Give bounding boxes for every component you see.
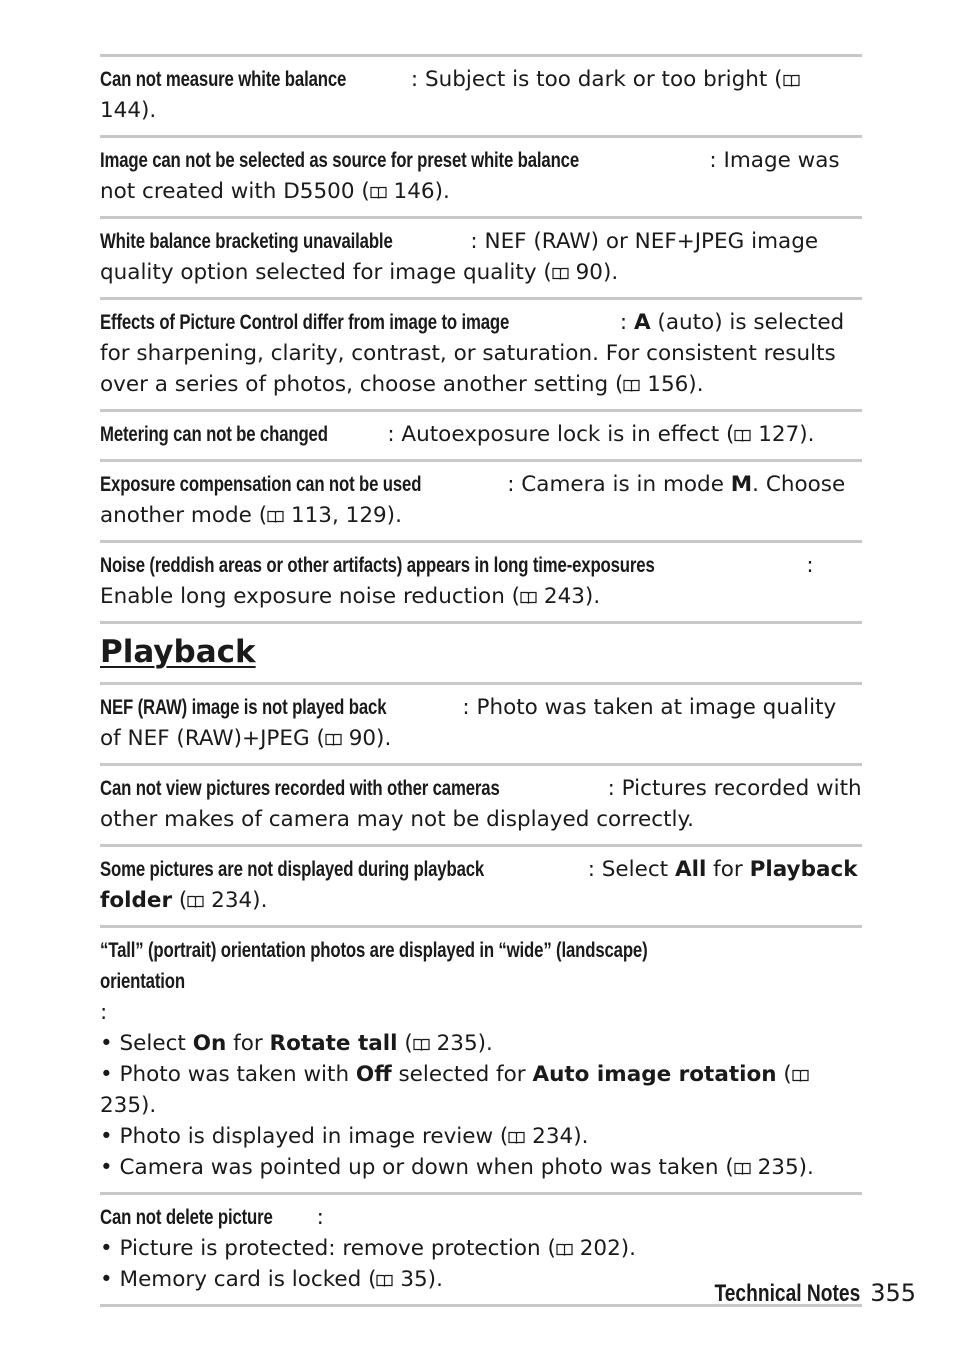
book-reference-icon xyxy=(325,733,342,746)
book-reference-icon xyxy=(623,379,640,392)
entry-text: Camera was pointed up or down when photo was taken ( xyxy=(119,1155,734,1180)
bullet-item xyxy=(100,1121,862,1152)
entry-text: : xyxy=(619,310,634,335)
troubleshooting-entry xyxy=(100,459,862,540)
entry-text: ( xyxy=(776,1062,792,1087)
entry-paragraph xyxy=(100,1202,862,1233)
entry-term: Can not delete picture xyxy=(100,1205,273,1229)
book-reference-icon xyxy=(552,267,569,280)
entry-text: for xyxy=(706,857,750,882)
entry-text: 113, 129). xyxy=(284,503,402,528)
page-number: 355 xyxy=(870,1279,916,1307)
bold-setting-name: On xyxy=(192,1031,227,1056)
entry-text: 156). xyxy=(640,372,704,397)
entry-text: Memory card is locked ( xyxy=(119,1267,377,1292)
book-reference-icon xyxy=(508,1131,525,1144)
entry-text: Photo was taken with xyxy=(119,1062,356,1087)
troubleshooting-entry xyxy=(100,297,862,409)
bullet-item xyxy=(100,1028,862,1059)
troubleshooting-entry xyxy=(100,216,862,297)
troubleshooting-entry xyxy=(100,54,862,135)
entry-text: Picture is protected: remove protection ( xyxy=(119,1236,556,1261)
entry-term: Effects of Picture Control differ from image to image xyxy=(100,310,510,334)
troubleshooting-entry xyxy=(100,409,862,459)
bold-setting-name: Off xyxy=(355,1062,392,1087)
bullet-item xyxy=(100,1152,862,1183)
entry-term: Can not view pictures recorded with other cameras xyxy=(100,776,500,800)
entry-paragraph xyxy=(100,145,862,207)
section-heading: Playback xyxy=(100,634,256,670)
troubleshooting-entry xyxy=(100,763,862,844)
bold-setting-name: M xyxy=(730,472,753,497)
entry-text: ( xyxy=(172,888,188,913)
entry-text: 234). xyxy=(204,888,268,913)
troubleshooting-entry xyxy=(100,682,862,763)
entry-text: 235). xyxy=(100,1093,157,1118)
entry-text: Photo is displayed in image review ( xyxy=(119,1124,509,1149)
book-reference-icon xyxy=(267,510,284,523)
troubleshooting-entry xyxy=(100,540,862,621)
entry-text: 243). xyxy=(537,584,601,609)
bold-setting-name: Auto image rotation xyxy=(532,1062,777,1087)
entry-term: White balance bracketing unavailable xyxy=(100,229,393,253)
entry-text: : Subject is too dark or too bright ( xyxy=(410,67,783,92)
book-reference-icon xyxy=(370,186,387,199)
page-footer xyxy=(708,1277,916,1310)
entry-paragraph xyxy=(100,854,862,916)
entry-text: : NEF (RAW) or NEF+JPEG image quality option selected for image quality ( xyxy=(100,229,819,285)
bold-setting-name: Playback folder xyxy=(100,857,858,913)
entry-text: 35). xyxy=(393,1267,443,1292)
entry-term: Noise (reddish areas or other artifacts) appears in long time-exposures xyxy=(100,553,655,577)
book-reference-icon xyxy=(520,591,537,604)
bullet-list xyxy=(100,1028,862,1183)
entry-text: : Image was not created with D5500 ( xyxy=(100,148,840,204)
entry-text: 202). xyxy=(572,1236,636,1261)
bullet-item xyxy=(100,1059,862,1121)
entry-term: Exposure compensation can not be used xyxy=(100,472,422,496)
entry-text: 90). xyxy=(341,726,392,751)
entry-paragraph xyxy=(100,419,862,450)
book-reference-icon xyxy=(556,1243,573,1256)
entry-text: : Select xyxy=(587,857,675,882)
book-reference-icon xyxy=(187,895,204,908)
entry-term: “Tall” (portrait) orientation photos are displayed in “wide” (landscape) orientation xyxy=(100,938,648,993)
troubleshooting-entry xyxy=(100,925,862,1192)
entry-text: : Camera is in mode xyxy=(507,472,731,497)
entry-text: 90). xyxy=(568,260,619,285)
entry-text: 144). xyxy=(100,98,157,123)
book-reference-icon xyxy=(792,1069,809,1082)
bold-setting-name: All xyxy=(674,857,707,882)
entry-text: ( xyxy=(397,1031,413,1056)
entry-text: : xyxy=(100,1000,108,1025)
page-content xyxy=(100,54,862,1307)
book-reference-icon xyxy=(734,429,751,442)
entry-text: : Pictures recorded with other makes of camera may not be displayed correctly. xyxy=(100,776,862,832)
book-reference-icon xyxy=(783,74,800,87)
entry-text: 235). xyxy=(429,1031,493,1056)
entry-text: . Choose another mode ( xyxy=(100,472,846,528)
troubleshooting-entry xyxy=(100,844,862,925)
entry-text: : Autoexposure lock is in effect ( xyxy=(387,422,735,447)
bullet-item xyxy=(100,1233,862,1264)
bold-setting-name: A xyxy=(633,310,651,335)
entry-term: Can not measure white balance xyxy=(100,67,347,91)
entry-paragraph xyxy=(100,550,862,612)
entry-text: : Enable long exposure noise reduction ( xyxy=(100,553,814,609)
entry-paragraph xyxy=(100,469,862,531)
entry-paragraph xyxy=(100,773,862,835)
entry-text: 146). xyxy=(386,179,450,204)
entry-text: 234). xyxy=(525,1124,589,1149)
entry-paragraph xyxy=(100,307,862,400)
entry-term: Some pictures are not displayed during playback xyxy=(100,857,485,881)
book-reference-icon xyxy=(413,1038,430,1051)
entry-text: Select xyxy=(119,1031,193,1056)
entry-text: : xyxy=(316,1205,324,1230)
section-heading-block xyxy=(100,621,862,682)
entry-term: NEF (RAW) image is not played back xyxy=(100,695,387,719)
entry-paragraph xyxy=(100,64,862,126)
book-reference-icon xyxy=(376,1274,393,1287)
entry-text: selected for xyxy=(391,1062,533,1087)
entry-paragraph xyxy=(100,935,862,1028)
book-reference-icon xyxy=(734,1162,751,1175)
playback-troubleshooting-list xyxy=(100,682,862,1307)
entry-term: Metering can not be changed xyxy=(100,422,328,446)
entry-text: 127). xyxy=(751,422,815,447)
troubleshooting-entry xyxy=(100,135,862,216)
entry-text: : Photo was taken at image quality of NEF (RAW)+JPEG ( xyxy=(100,695,837,751)
footer-section-title: Technical Notes xyxy=(714,1280,861,1307)
entry-paragraph xyxy=(100,692,862,754)
entry-term: Image can not be selected as source for preset white balance xyxy=(100,148,580,172)
entry-text: for xyxy=(226,1031,270,1056)
entry-text: 235). xyxy=(750,1155,814,1180)
entry-text: (auto) is selected for sharpening, clarity, contrast, or saturation. For consistent results over a series of photos, choose another setting ( xyxy=(100,310,845,397)
bold-setting-name: Rotate tall xyxy=(269,1031,398,1056)
troubleshooting-list xyxy=(100,54,862,621)
entry-paragraph xyxy=(100,226,862,288)
